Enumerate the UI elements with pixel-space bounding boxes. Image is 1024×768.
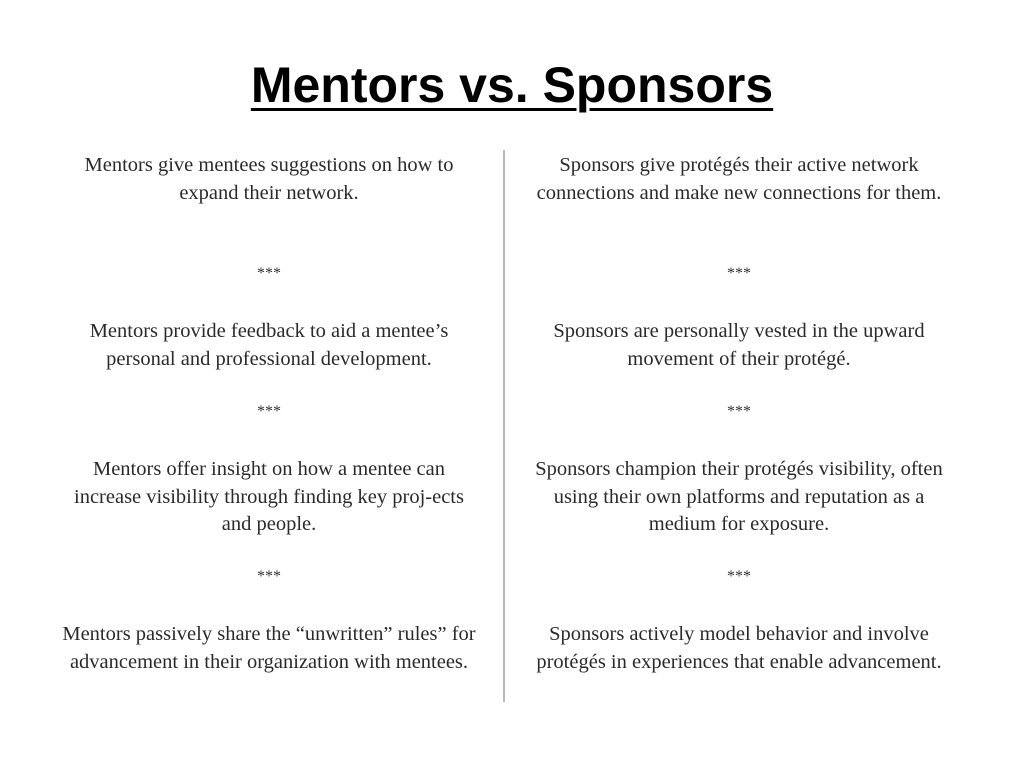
- mentors-item-4: [58, 621, 480, 676]
- sponsors-separator-2: ***: [727, 403, 751, 420]
- sponsors-item-text: Sponsors champion their protégés visibility, often using their own platforms and reputation as a medium for exposure.: [535, 458, 943, 535]
- page-title-text: Mentors vs. Sponsors: [250, 57, 774, 113]
- mentors-item-text: Mentors offer insight on how a mentee can increase visibility through finding key proj-ects and people.: [74, 458, 464, 535]
- sponsors-item-text: Sponsors are personally vested in the upward movement of their protégé.: [553, 320, 925, 370]
- mentors-item-3: [58, 456, 480, 539]
- mentors-item-1: [58, 152, 480, 207]
- column-divider: [503, 150, 505, 702]
- sponsors-item-2: [528, 318, 950, 373]
- mentors-item-text: Mentors passively share the “unwritten” rules” for advancement in their organization with mentees.: [62, 623, 476, 673]
- sponsors-item-text: Sponsors actively model behavior and involve protégés in experiences that enable advancement.: [536, 623, 942, 673]
- page-title: [0, 52, 1024, 118]
- mentors-separator-1: ***: [257, 265, 281, 282]
- sponsors-separator-3: ***: [727, 568, 751, 585]
- sponsors-item-3: [528, 456, 950, 539]
- mentors-item-2: [58, 318, 480, 373]
- mentors-item-text: Mentors give mentees suggestions on how to expand their network.: [84, 154, 454, 204]
- mentors-separator-2: ***: [257, 403, 281, 420]
- sponsors-item-text: Sponsors give protégés their active network connections and make new connections for them.: [536, 154, 942, 204]
- sponsors-separator-1: ***: [727, 265, 751, 282]
- mentors-separator-3: ***: [257, 568, 281, 585]
- sponsors-item-4: [528, 621, 950, 676]
- sponsors-item-1: [528, 152, 950, 207]
- mentors-item-text: Mentors provide feedback to aid a mentee’s personal and professional development.: [89, 320, 449, 370]
